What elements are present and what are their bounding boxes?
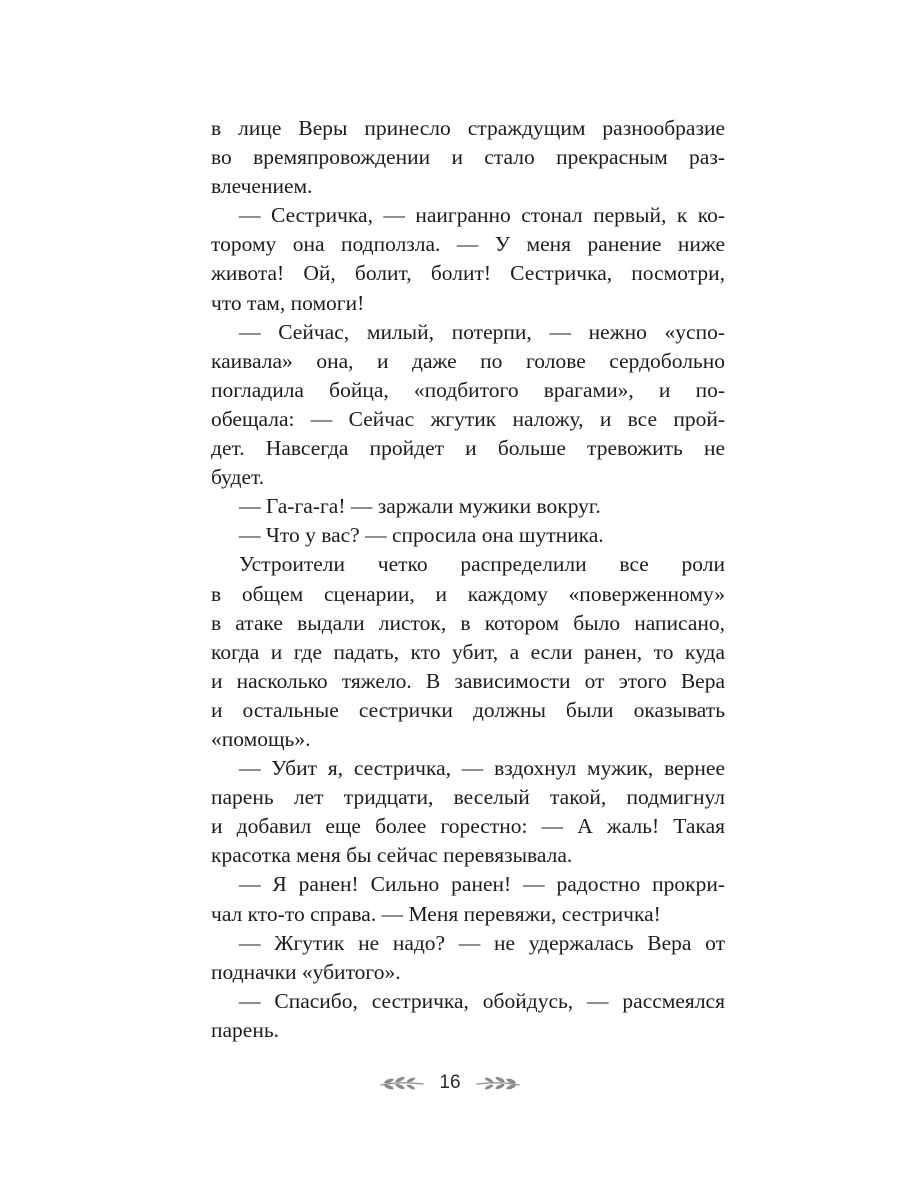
text-line: будет. — [211, 465, 265, 490]
text-line: в лице Веры принесло страждущим разнообразие — [211, 116, 725, 140]
laurel-branch-left-icon — [379, 1075, 425, 1091]
text-line: в общем сценарии, и каждому «поверженному» — [211, 581, 725, 606]
text-line: в атаке выдали листок, в котором было написано, — [211, 610, 725, 635]
text-line: и добавил еще более горестно: — А жаль! Такая — [211, 814, 725, 839]
text-line: и насколько тяжело. В зависимости от этого Вера — [211, 668, 725, 693]
text-line: живота! Ой, болит, болит! Сестричка, посмотри, — [211, 261, 725, 286]
text-line: дет. Навсегда пройдет и больше тревожить не — [211, 436, 725, 461]
text-line: — Сейчас, милый, потерпи, — нежно «успо- — [239, 319, 725, 344]
text-line: подначки «убитого». — [211, 959, 401, 984]
text-line: — Жгутик не надо? — не удержалась Вера от — [239, 930, 725, 955]
body-text — [211, 114, 725, 1045]
text-line: — Га-га-га! — заржали мужики вокруг. — [239, 494, 601, 519]
text-line: влечением. — [211, 174, 313, 199]
text-line: каивала» она, и даже по голове сердобольно — [211, 348, 725, 373]
page-footer — [0, 1066, 900, 1100]
text-line: — Сестричка, — наигранно стонал первый, к ко- — [239, 203, 725, 228]
text-line: «помощь». — [211, 726, 311, 751]
text-line: — Убит я, сестричка, — вздохнул мужик, вернее — [239, 756, 725, 781]
text-line: парень лет тридцати, веселый такой, подмигнул — [211, 785, 725, 810]
page-number: 16 — [439, 1072, 461, 1093]
text-line: и остальные сестрички должны были оказывать — [211, 697, 725, 722]
text-line: Устроители четко распределили все роли — [239, 552, 725, 577]
text-line: — Я ранен! Сильно ранен! — радостно прокри- — [239, 872, 725, 897]
text-line: во времяпровождении и стало прекрасным раз- — [211, 145, 725, 170]
laurel-branch-right-icon — [475, 1075, 521, 1091]
text-line: когда и где падать, кто убит, а если ранен, то куда — [211, 639, 725, 664]
text-line: — Что у вас? — спросила она шутника. — [239, 523, 604, 548]
text-line: парень. — [211, 1017, 280, 1042]
text-line: — Спасибо, сестричка, обойдусь, — рассмеялся — [239, 988, 725, 1013]
text-line: обещала: — Сейчас жгутик наложу, и все прой- — [211, 406, 725, 431]
text-line: чал кто-то справа. — Меня перевяжи, сестричка! — [211, 901, 661, 926]
text-line: погладила бойца, «подбитого врагами», и по- — [211, 377, 725, 402]
text-line: что там, помоги! — [211, 290, 365, 315]
text-line: красотка меня бы сейчас перевязывала. — [211, 843, 573, 868]
text-line: торому она подползла. — У меня ранение ниже — [211, 232, 725, 257]
